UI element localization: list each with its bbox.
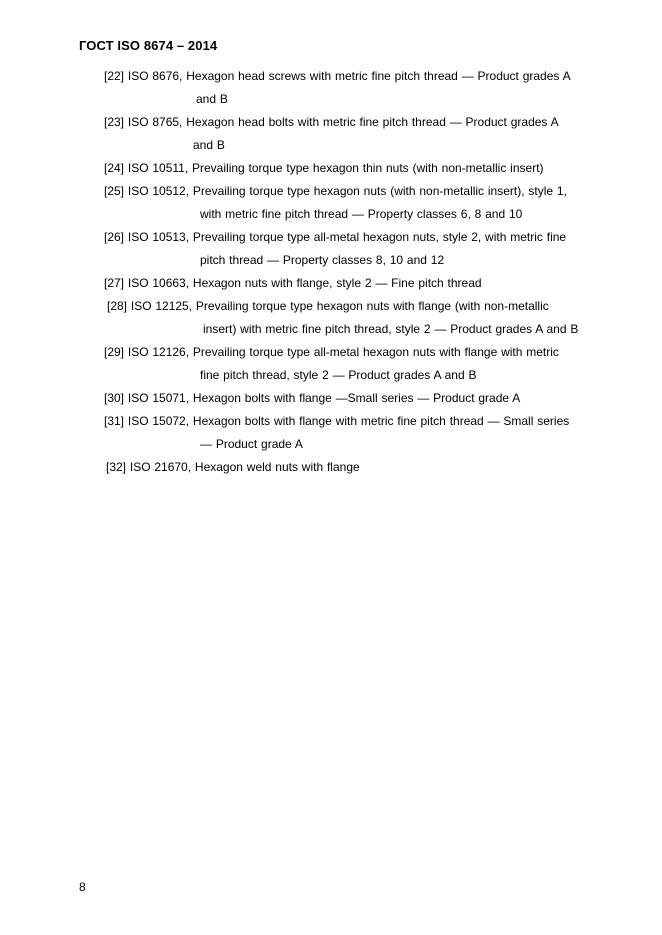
reference-text: ISO 8676, Hexagon head screws with metric fine pitch thread — Product grades A xyxy=(127,69,571,83)
reference-29-continuation: fine pitch thread, style 2 — Product grades A and B xyxy=(200,368,477,382)
reference-number: [23] xyxy=(104,115,125,129)
reference-text: ISO 12126, Prevailing torque type all-metal hexagon nuts with flange with metric xyxy=(127,345,559,359)
reference-text: ISO 10513, Prevailing torque type all-metal hexagon nuts, style 2, with metric fine xyxy=(127,230,567,244)
reference-28 xyxy=(107,299,549,313)
document-header: ГОСТ ISO 8674 – 2014 xyxy=(79,38,218,53)
reference-27 xyxy=(104,276,482,290)
reference-26-continuation: pitch thread — Property classes 8, 10 and 12 xyxy=(200,253,445,267)
reference-text: ISO 15072, Hexagon bolts with flange with metric fine pitch thread — Small series xyxy=(127,414,570,428)
reference-number: [28] xyxy=(107,299,128,313)
page-number: 8 xyxy=(79,880,86,894)
reference-text: ISO 8765, Hexagon head bolts with metric fine pitch thread — Product grades A xyxy=(127,115,559,129)
reference-26 xyxy=(104,230,566,244)
reference-23-continuation: and B xyxy=(193,138,225,152)
reference-number: [24] xyxy=(104,161,125,175)
reference-24 xyxy=(104,161,544,175)
reference-text: ISO 12125, Prevailing torque type hexagon nuts with flange (with non-metallic xyxy=(130,299,549,313)
reference-28-continuation: insert) with metric fine pitch thread, style 2 — Product grades A and B xyxy=(203,322,579,336)
reference-number: [31] xyxy=(104,414,125,428)
reference-number: [27] xyxy=(104,276,125,290)
reference-text: ISO 21670, Hexagon weld nuts with flange xyxy=(129,460,360,474)
reference-29 xyxy=(104,345,559,359)
reference-25-continuation: with metric fine pitch thread — Property classes 6, 8 and 10 xyxy=(200,207,523,221)
reference-number: [29] xyxy=(104,345,125,359)
reference-number: [30] xyxy=(104,391,125,405)
reference-text: ISO 15071, Hexagon bolts with flange —Small series — Product grade A xyxy=(127,391,521,405)
reference-text: ISO 10663, Hexagon nuts with flange, style 2 — Fine pitch thread xyxy=(127,276,482,290)
reference-31 xyxy=(104,414,569,428)
reference-number: [26] xyxy=(104,230,125,244)
reference-25 xyxy=(104,184,567,198)
reference-22-continuation: and B xyxy=(196,92,228,106)
reference-number: [25] xyxy=(104,184,125,198)
reference-22 xyxy=(104,69,571,83)
reference-32 xyxy=(106,460,360,474)
reference-23 xyxy=(104,115,559,129)
reference-number: [32] xyxy=(106,460,127,474)
reference-text: ISO 10511, Prevailing torque type hexagon thin nuts (with non-metallic insert) xyxy=(127,161,544,175)
reference-30 xyxy=(104,391,520,405)
reference-number: [22] xyxy=(104,69,125,83)
reference-text: ISO 10512, Prevailing torque type hexagon nuts (with non-metallic insert), style 1, xyxy=(127,184,567,198)
reference-31-continuation: — Product grade A xyxy=(200,437,303,451)
